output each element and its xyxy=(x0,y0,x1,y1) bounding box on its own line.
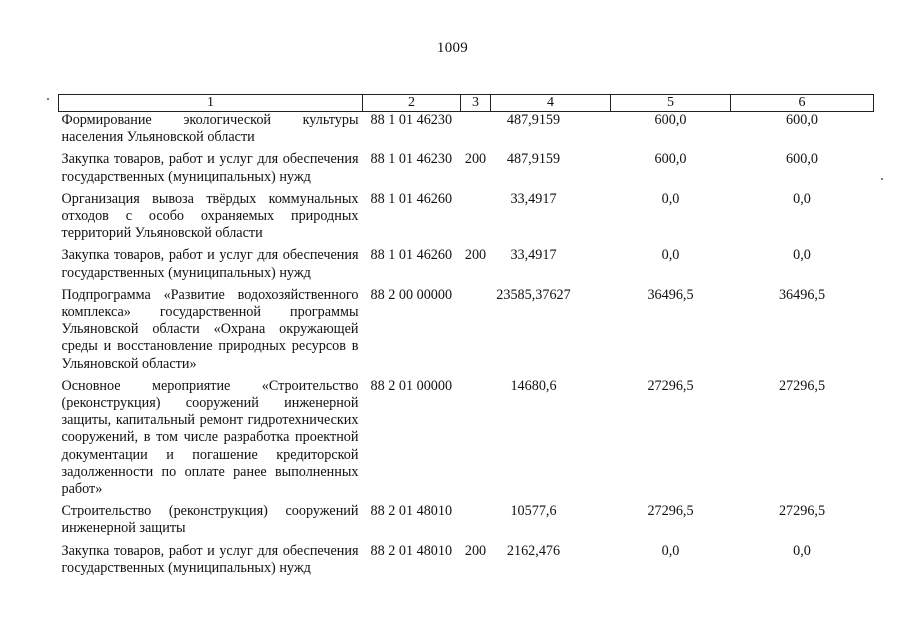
row-value-4: 2162,476 xyxy=(506,542,561,559)
row-value-6: 27296,5 xyxy=(778,377,826,394)
row-code: 88 1 01 46260 xyxy=(370,247,453,264)
row-value-4: 487,9159 xyxy=(506,112,561,128)
row-value-6: 36496,5 xyxy=(778,286,826,303)
row-value-4: 10577,6 xyxy=(510,503,557,520)
header-col-1: 1 xyxy=(59,95,363,112)
row-value-5: 0,0 xyxy=(661,190,680,207)
row-name: Закупка товаров, работ и услуг для обеспечения государственных (муниципальных) нужд xyxy=(61,151,359,185)
header-col-3: 3 xyxy=(461,95,491,112)
row-code: 88 2 01 00000 xyxy=(370,377,453,394)
row-value-4: 23585,37627 xyxy=(496,286,571,303)
row-type: 200 xyxy=(464,542,487,559)
budget-table xyxy=(58,94,874,582)
row-type xyxy=(461,112,491,152)
row-code: 88 2 00 00000 xyxy=(370,286,453,303)
row-type xyxy=(461,191,491,248)
row-value-5: 0,0 xyxy=(661,542,680,559)
table-row xyxy=(59,543,874,582)
header-row xyxy=(59,95,874,112)
header-col-4: 4 xyxy=(491,95,611,112)
table-body xyxy=(59,112,874,583)
row-value-6: 0,0 xyxy=(793,542,811,559)
table-row xyxy=(59,191,874,248)
row-code: 88 2 01 48010 xyxy=(370,542,453,559)
table-row xyxy=(59,287,874,378)
row-value-5: 0,0 xyxy=(661,247,680,264)
row-value-5: 36496,5 xyxy=(647,286,694,303)
table-row xyxy=(59,503,874,542)
row-name: Подпрограмма «Развитие водохозяйственного комплекса» государственной программы Ульяновской области «Охрана окружающей среды и восстановление природных ресурсов в Ульяновской области» xyxy=(61,286,359,372)
page-number: 1009 xyxy=(436,40,469,56)
table-row xyxy=(59,378,874,503)
row-name: Закупка товаров, работ и услуг для обеспечения государственных (муниципальных) нужд xyxy=(61,247,359,281)
row-value-5: 600,0 xyxy=(654,112,687,128)
row-value-6: 0,0 xyxy=(793,247,811,264)
table-header xyxy=(59,95,874,112)
row-value-5: 600,0 xyxy=(654,151,687,168)
row-value-4: 33,4917 xyxy=(510,247,557,264)
row-value-5: 27296,5 xyxy=(647,377,694,394)
table-row xyxy=(59,151,874,190)
row-type xyxy=(461,378,491,503)
row-value-6: 600,0 xyxy=(786,151,818,168)
row-type: 200 xyxy=(464,151,487,168)
row-type xyxy=(461,503,491,542)
row-value-5: 27296,5 xyxy=(647,503,694,520)
header-col-5: 5 xyxy=(611,95,731,112)
row-type: 200 xyxy=(464,247,487,264)
row-type xyxy=(461,287,491,378)
row-code: 88 1 01 46230 xyxy=(370,151,453,168)
row-name: Основное мероприятие «Строительство (реконструкция) сооружений инженерной защиты, капитальный ремонт гидротехнических сооружений, в том числе разработка проектной документации и погашение кредиторской задолженности по оплате ранее выполненных работ» xyxy=(61,377,359,498)
row-value-4: 487,9159 xyxy=(506,151,561,168)
row-code: 88 2 01 48010 xyxy=(370,503,453,520)
row-name: Формирование экологической культуры населения Ульяновской области xyxy=(61,112,359,146)
row-code: 88 1 01 46260 xyxy=(370,190,453,207)
scan-speck xyxy=(881,178,883,180)
row-name: Закупка товаров, работ и услуг для обеспечения государственных (муниципальных) нужд xyxy=(61,542,359,576)
row-value-6: 0,0 xyxy=(793,190,811,207)
row-value-4: 14680,6 xyxy=(510,377,557,394)
row-value-4: 33,4917 xyxy=(510,190,557,207)
scan-speck xyxy=(47,98,49,100)
header-col-2: 2 xyxy=(363,95,461,112)
row-value-6: 600,0 xyxy=(786,112,818,128)
row-code: 88 1 01 46230 xyxy=(370,112,453,128)
row-value-6: 27296,5 xyxy=(778,503,826,520)
header-col-6: 6 xyxy=(731,95,874,112)
table-row xyxy=(59,112,874,152)
table-row xyxy=(59,247,874,286)
row-name: Организация вывоза твёрдых коммунальных отходов с особо охраняемых природных территорий Ульяновской области xyxy=(61,190,359,242)
row-name: Строительство (реконструкция) сооружений инженерной защиты xyxy=(61,503,359,537)
